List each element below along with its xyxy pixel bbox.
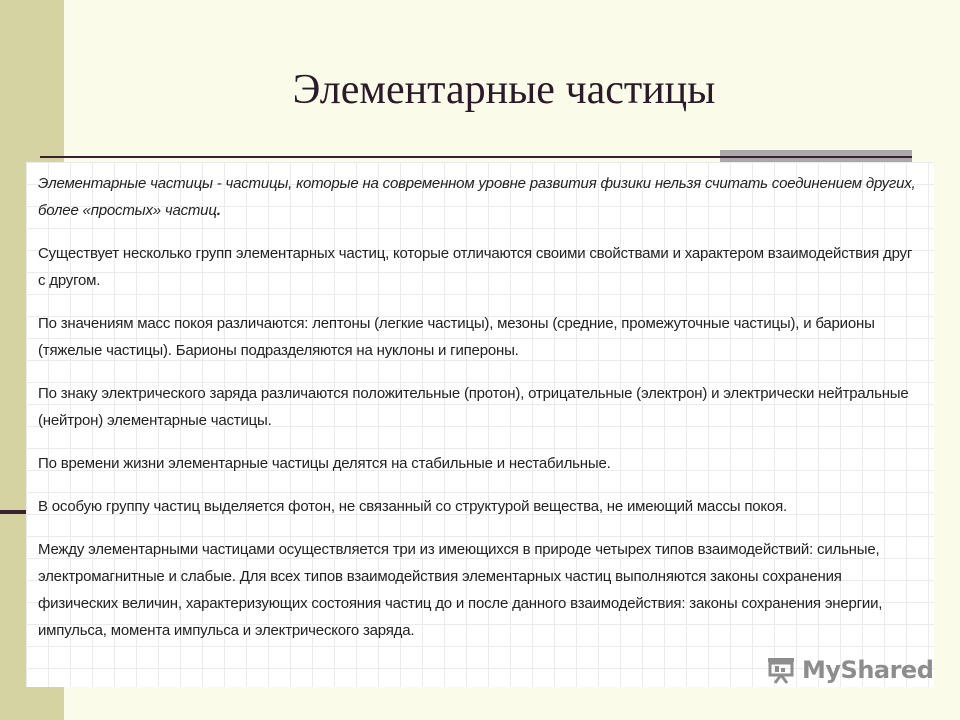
presentation-icon (766, 656, 796, 684)
slide-title: Элементарные частицы (292, 67, 716, 113)
watermark-text: MyShared (802, 656, 934, 684)
paragraph-mass: По значениям масс покоя различаются: лептоны (легкие частицы), мезоны (средние, промежуточные частицы), и барионы (тяжелые частицы). Барионы подразделяются на нуклоны и гипероны. (38, 315, 875, 359)
watermark (766, 656, 933, 684)
definition-text: Элементарные частицы - частицы, которые на современном уровне развития физики нельзя считать соединением других, более «простых» частиц (38, 175, 916, 219)
paragraph-photon: В особую группу частиц выделяется фотон, не связанный со структурой вещества, не имеющий массы покоя. (38, 498, 787, 515)
definition-paragraph (38, 170, 922, 224)
paragraph-lifetime: По времени жизни элементарные частицы делятся на стабильные и нестабильные. (38, 455, 611, 472)
paragraph-groups: Существует несколько групп элементарных частиц, которые отличаются своими свойствами и характером взаимодействия друг с другом. (38, 245, 913, 289)
paragraph-interactions: Между элементарными частицами осуществляется три из имеющихся в природе четырех типов взаимодействий: сильные, электромагнитные и слабые. Для всех типов взаимодействия элементарных частиц выполняются законы сохранения физических величин, характеризующих состояния частиц до и после данного взаимодействия: законы сохранения энергии, импульса, момента импульса и электрического заряда. (38, 541, 883, 639)
content-panel (26, 162, 934, 687)
title-rule (40, 156, 912, 158)
paragraph-charge: По знаку электрического заряда различаются положительные (протон), отрицательные (электрон) и электрически нейтральные (нейтрон) элементарные частицы. (38, 385, 909, 429)
definition-tail: . (216, 202, 221, 219)
